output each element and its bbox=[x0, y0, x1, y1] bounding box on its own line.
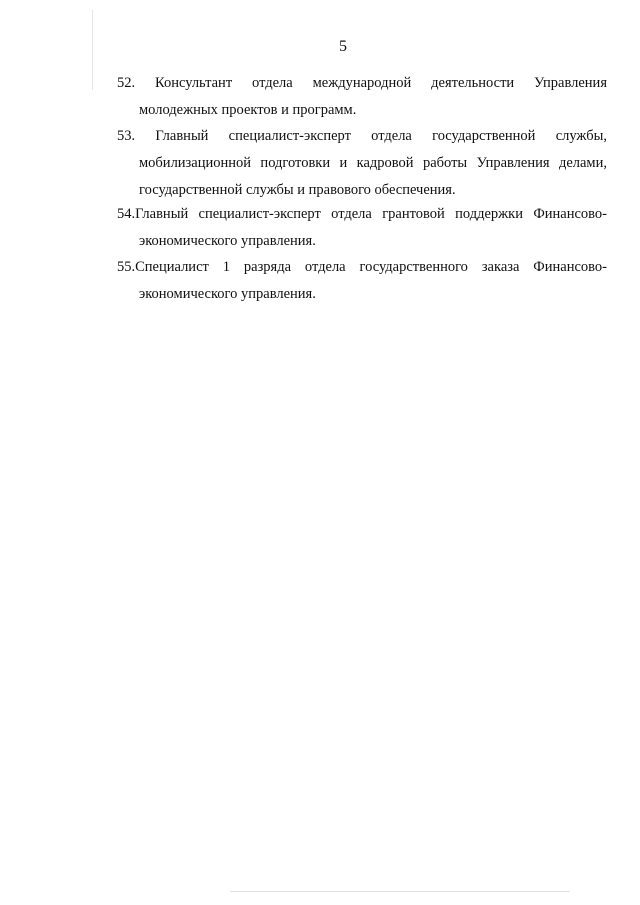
list-item-line: экономического управления. bbox=[139, 233, 316, 249]
list-item-line: 53. Главный специалист-эксперт отдела государственной службы, bbox=[117, 128, 607, 144]
list-item bbox=[117, 201, 607, 255]
list-item-line: 52. Консультант отдела международной деятельности Управления bbox=[117, 75, 607, 91]
list-item bbox=[117, 123, 607, 204]
list-item bbox=[117, 254, 607, 308]
page-number: 5 bbox=[339, 38, 347, 55]
scan-artifact-bottom bbox=[230, 891, 570, 892]
list-item-line: мобилизационной подготовки и кадровой работы Управления делами, bbox=[139, 155, 607, 171]
list-item-line: экономического управления. bbox=[139, 286, 316, 302]
list-item-line: государственной службы и правового обеспечения. bbox=[139, 182, 456, 198]
list-item-line: молодежных проектов и программ. bbox=[139, 102, 357, 118]
list-item bbox=[117, 70, 607, 124]
list-item-line: 54.Главный специалист-эксперт отдела грантовой поддержки Финансово- bbox=[117, 206, 607, 222]
list-item-line: 55.Специалист 1 разряда отдела государственного заказа Финансово- bbox=[117, 259, 607, 275]
